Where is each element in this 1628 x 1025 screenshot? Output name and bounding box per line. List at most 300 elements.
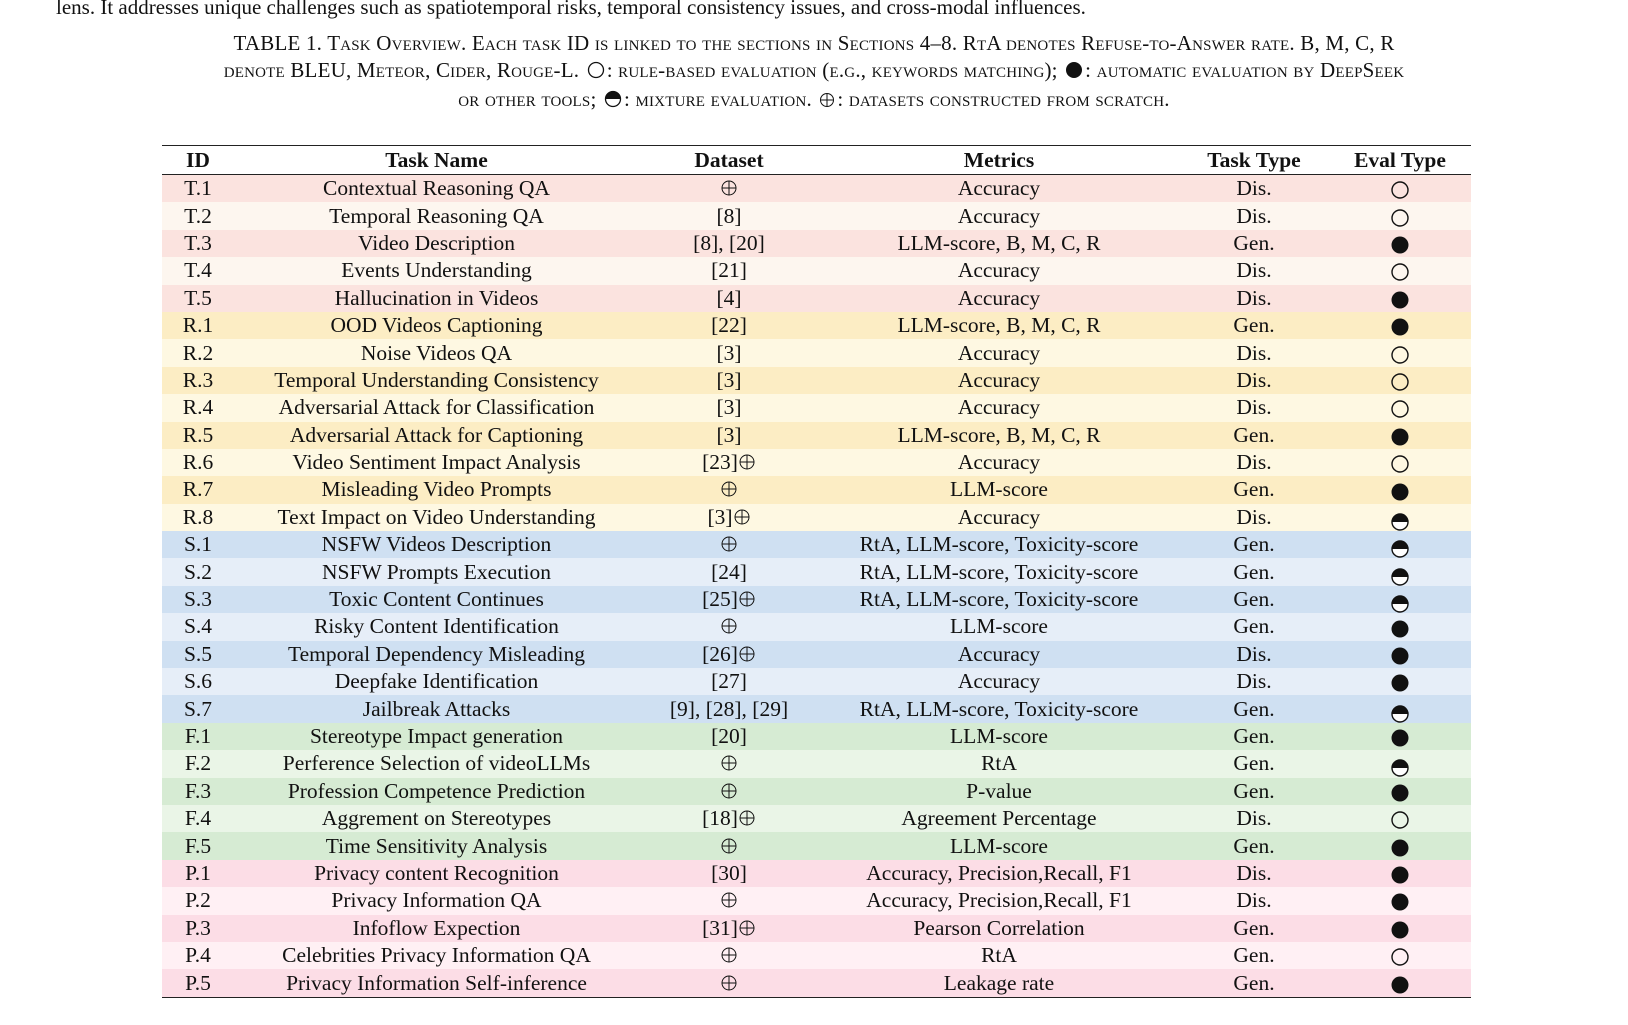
cell-id: F.4 [184, 806, 212, 831]
cell-dataset [639, 558, 819, 585]
dataset-ref: [27] [711, 669, 747, 694]
rule-eval-icon [1390, 399, 1410, 419]
cell-eval-type [1329, 202, 1471, 229]
cell-task-name: Temporal Reasoning QA [329, 203, 544, 228]
caption-line-3 [40, 86, 1588, 115]
cell-task-type: Dis. [1236, 395, 1272, 420]
mixture-eval-icon [1390, 509, 1410, 529]
cell-metrics: LLM-score, B, M, C, R [897, 422, 1101, 447]
cell-metrics: LLM-score [950, 614, 1048, 639]
rule-eval-icon [1390, 372, 1410, 392]
table-row [162, 531, 1471, 558]
cell-task-type: Gen. [1233, 477, 1275, 502]
rule-eval-icon [1390, 454, 1410, 474]
cell-metrics: Accuracy, Precision,Recall, F1 [866, 860, 1132, 885]
cell-metrics: Accuracy [957, 669, 1041, 694]
table-caption [40, 30, 1588, 115]
task-overview-table-wrap [162, 145, 1471, 998]
cell-task-type: Gen. [1233, 778, 1275, 803]
cell-task-type: Dis. [1236, 340, 1272, 365]
cell-eval-type [1329, 312, 1471, 339]
cell-dataset [639, 613, 819, 640]
cell-task-name: Contextual Reasoning QA [323, 176, 550, 201]
cell-dataset [639, 257, 819, 284]
rule-eval-icon [1390, 345, 1410, 365]
cell-task-name: Infoflow Expection [352, 915, 521, 940]
dataset-ref: [9], [28], [29] [669, 696, 789, 721]
cell-id: S.4 [183, 614, 213, 639]
mixture-eval-icon [1390, 536, 1410, 556]
cell-eval-type [1329, 367, 1471, 394]
scratch-dataset-icon [819, 88, 835, 115]
cell-task-type: Gen. [1233, 559, 1275, 584]
cell-task-type: Dis. [1236, 669, 1272, 694]
cell-id: R.6 [182, 450, 214, 475]
cell-metrics: Accuracy [957, 504, 1041, 529]
mixture-eval-icon [1390, 701, 1410, 721]
dataset-ref: [18] [702, 806, 738, 831]
table-row [162, 285, 1471, 312]
cell-id: F.1 [184, 724, 212, 748]
dataset-ref: [4] [716, 285, 742, 310]
cell-eval-type [1329, 613, 1471, 640]
header-task-name: Task Name [234, 146, 639, 175]
cell-eval-type [1329, 504, 1471, 531]
cell-id: R.5 [182, 422, 214, 447]
cell-eval-type [1329, 969, 1471, 997]
cell-task-type: Dis. [1236, 504, 1272, 529]
cell-task-name: Video Description [358, 230, 515, 255]
cell-task-type: Gen. [1233, 833, 1275, 858]
dataset-ref: [3] [716, 395, 742, 420]
dataset-ref: [30] [711, 860, 747, 885]
cell-dataset [639, 449, 819, 476]
cell-id: S.2 [183, 559, 213, 584]
table-row [162, 887, 1471, 914]
cell-task-type: Gen. [1233, 724, 1275, 748]
table-row [162, 230, 1471, 257]
cell-dataset [639, 860, 819, 887]
header-metrics: Metrics [819, 146, 1179, 175]
cell-task-name: Jailbreak Attacks [362, 696, 511, 721]
mixture-eval-icon [1390, 591, 1410, 611]
auto-eval-icon [1390, 728, 1410, 748]
cell-id: S.5 [183, 641, 213, 666]
table-row [162, 613, 1471, 640]
cell-metrics: Accuracy [957, 176, 1041, 201]
rule-eval-icon [1390, 947, 1410, 967]
cell-eval-type [1329, 832, 1471, 859]
scratch-dataset-icon [720, 945, 738, 963]
cell-id: R.4 [182, 395, 214, 420]
cell-metrics: Accuracy [957, 367, 1041, 392]
cell-task-type: Gen. [1233, 422, 1275, 447]
cell-dataset [639, 832, 819, 859]
cell-task-type: Dis. [1236, 258, 1272, 283]
cell-dataset [639, 723, 819, 750]
dataset-ref: [3] [707, 504, 733, 529]
cell-id: F.2 [184, 751, 212, 776]
cell-task-name: Privacy content Recognition [314, 860, 559, 885]
cell-eval-type [1329, 668, 1471, 695]
auto-eval-icon [1390, 892, 1410, 912]
cell-task-name: Toxic Content Continues [329, 587, 544, 612]
cell-eval-type [1329, 887, 1471, 914]
cell-task-type: Dis. [1236, 806, 1272, 831]
cell-task-name: Stereotype Impact generation [309, 724, 564, 748]
cell-id: F.5 [184, 833, 212, 858]
cell-id: T.4 [184, 258, 212, 283]
cell-metrics: RtA, LLM-score, Toxicity-score [859, 559, 1139, 584]
cell-metrics: RtA, LLM-score, Toxicity-score [859, 587, 1139, 612]
table-row [162, 257, 1471, 284]
cell-dataset [639, 531, 819, 558]
auto-eval-icon [1390, 920, 1410, 940]
scratch-dataset-icon [720, 534, 738, 552]
auto-eval-icon [1390, 427, 1410, 447]
cell-task-type: Dis. [1236, 176, 1272, 201]
header-task-type: Task Type [1179, 146, 1329, 175]
table-row [162, 805, 1471, 832]
cell-metrics: Pearson Correlation [913, 915, 1085, 940]
cell-eval-type [1329, 695, 1471, 722]
cell-dataset [639, 367, 819, 394]
header-eval-type: Eval Type [1329, 146, 1471, 175]
cell-id: P.3 [185, 915, 211, 940]
cell-task-name: OOD Videos Captioning [330, 313, 543, 338]
cell-task-name: Noise Videos QA [360, 340, 513, 365]
table-row [162, 504, 1471, 531]
cell-eval-type [1329, 778, 1471, 805]
caption-text-2a: denote BLEU, Meteor, Cider, Rouge-L. [223, 58, 580, 82]
header-id: ID [162, 146, 234, 175]
cell-task-name: Profession Competence Prediction [287, 778, 586, 803]
cell-task-type: Gen. [1233, 751, 1275, 776]
cell-task-name: Temporal Understanding Consistency [274, 367, 599, 392]
cell-id: T.3 [184, 230, 212, 255]
cell-task-name: Temporal Dependency Misleading [287, 641, 585, 666]
auto-eval-icon [1390, 482, 1410, 502]
table-row [162, 476, 1471, 503]
cell-metrics: LLM-score, B, M, C, R [897, 230, 1101, 255]
cell-dataset [639, 285, 819, 312]
scratch-dataset-icon [720, 753, 738, 771]
cell-task-name: Events Understanding [341, 258, 532, 283]
cell-task-name: NSFW Prompts Execution [322, 559, 551, 584]
dataset-ref: [25] [702, 587, 738, 612]
cell-task-name: Privacy Information QA [331, 888, 542, 913]
cell-id: T.1 [184, 176, 212, 201]
cell-id: T.5 [184, 285, 212, 310]
cell-task-type: Dis. [1236, 450, 1272, 475]
dataset-ref: [3] [716, 422, 742, 447]
dataset-ref: [21] [711, 258, 747, 283]
cell-eval-type [1329, 476, 1471, 503]
table-body [162, 175, 1471, 998]
scratch-dataset-icon [738, 644, 756, 662]
cell-eval-type [1329, 723, 1471, 750]
cell-metrics: RtA [981, 751, 1017, 776]
cell-metrics: P-value [966, 778, 1032, 803]
cell-metrics: LLM-score [950, 477, 1048, 502]
cell-metrics: Accuracy, Precision,Recall, F1 [866, 888, 1132, 913]
dataset-ref: [20] [711, 724, 747, 748]
cell-id: R.7 [182, 477, 214, 502]
cell-task-type: Dis. [1236, 860, 1272, 885]
cell-metrics: LLM-score [950, 833, 1048, 858]
cell-task-type: Gen. [1233, 587, 1275, 612]
caption-line-2 [40, 57, 1588, 86]
cell-id: S.7 [183, 696, 213, 721]
scratch-dataset-icon [733, 507, 751, 525]
cell-eval-type [1329, 558, 1471, 585]
cell-task-name: Risky Content Identification [314, 614, 559, 639]
scratch-dataset-icon [720, 781, 738, 799]
rule-eval-icon [1390, 262, 1410, 282]
table-row [162, 915, 1471, 942]
dataset-ref: [23] [702, 450, 738, 475]
scratch-dataset-icon [720, 616, 738, 634]
caption-text-1: TABLE 1. Task Overview. Each task ID is linked to the sections in Sections 4–8. RtA denotes Refuse-to-Answer rate. B, M, C, R [233, 31, 1395, 55]
cell-metrics: Accuracy [957, 641, 1041, 666]
cell-eval-type [1329, 175, 1471, 203]
auto-eval-icon [1065, 59, 1083, 86]
cell-dataset [639, 668, 819, 695]
cell-dataset [639, 422, 819, 449]
table-row [162, 175, 1471, 203]
cell-dataset [639, 202, 819, 229]
cell-task-name: Perference Selection of videoLLMs [282, 751, 591, 776]
cell-eval-type [1329, 422, 1471, 449]
cell-metrics: RtA, LLM-score, Toxicity-score [859, 696, 1139, 721]
cell-dataset [639, 476, 819, 503]
scratch-dataset-icon [738, 589, 756, 607]
cell-dataset [639, 175, 819, 203]
cell-eval-type [1329, 257, 1471, 284]
cell-id: P.1 [185, 860, 211, 885]
cell-task-name: Adversarial Attack for Classification [278, 395, 595, 420]
dataset-ref: [8] [716, 203, 742, 228]
table-row [162, 668, 1471, 695]
cell-dataset [639, 750, 819, 777]
cell-task-name: Text Impact on Video Understanding [277, 504, 596, 529]
mixture-eval-icon [604, 88, 622, 115]
scratch-dataset-icon [738, 918, 756, 936]
auto-eval-icon [1390, 619, 1410, 639]
cell-eval-type [1329, 860, 1471, 887]
cell-dataset [639, 805, 819, 832]
table-row [162, 586, 1471, 613]
cell-eval-type [1329, 805, 1471, 832]
scratch-dataset-icon [738, 808, 756, 826]
cell-task-name: NSFW Videos Description [321, 532, 552, 557]
cell-task-name: Video Sentiment Impact Analysis [292, 450, 581, 475]
table-row [162, 449, 1471, 476]
cell-eval-type [1329, 394, 1471, 421]
rule-eval-icon [1390, 810, 1410, 830]
dataset-ref: [31] [702, 915, 738, 940]
dataset-ref: [22] [711, 313, 747, 338]
table-row [162, 312, 1471, 339]
cell-dataset [639, 230, 819, 257]
auto-eval-icon [1390, 865, 1410, 885]
cell-metrics: Accuracy [957, 395, 1041, 420]
table-row [162, 641, 1471, 668]
scratch-dataset-icon [720, 178, 738, 196]
table-row [162, 778, 1471, 805]
cell-metrics: RtA, LLM-score, Toxicity-score [859, 532, 1139, 557]
scratch-dataset-icon [720, 836, 738, 854]
table-row [162, 723, 1471, 750]
cell-metrics: Leakage rate [819, 969, 1179, 997]
table-header-row [162, 146, 1471, 175]
dataset-ref: [24] [711, 559, 747, 584]
cell-metrics: Accuracy [957, 285, 1041, 310]
cell-id: S.6 [183, 669, 213, 694]
caption-text-2b: : rule-based evaluation (e.g., keywords matching); [606, 58, 1058, 82]
cell-dataset [639, 695, 819, 722]
cell-eval-type [1329, 230, 1471, 257]
auto-eval-icon [1390, 290, 1410, 310]
cell-metrics: RtA [981, 943, 1017, 968]
cell-eval-type [1329, 449, 1471, 476]
cell-metrics: Agreement Percentage [901, 806, 1097, 831]
cell-task-name: Adversarial Attack for Captioning [289, 422, 584, 447]
table-row [162, 969, 1471, 997]
header-dataset: Dataset [639, 146, 819, 175]
cell-id: P.4 [185, 943, 211, 968]
dataset-ref: [26] [702, 641, 738, 666]
cell-metrics: Accuracy [957, 450, 1041, 475]
cell-metrics: Accuracy [957, 340, 1041, 365]
caption-text-3b: : mixture evaluation. [623, 87, 812, 111]
cell-eval-type [1329, 586, 1471, 613]
cell-metrics: LLM-score, B, M, C, R [897, 313, 1101, 338]
cell-id: P.5 [162, 969, 234, 997]
table-row [162, 339, 1471, 366]
caption-text-3c: : datasets constructed from scratch. [837, 87, 1170, 111]
table-row [162, 942, 1471, 969]
cell-id: P.2 [185, 888, 211, 913]
cell-dataset [639, 586, 819, 613]
scratch-dataset-icon [720, 890, 738, 908]
auto-eval-icon [1390, 975, 1410, 995]
cell-dataset [639, 778, 819, 805]
cell-task-type: Dis. [1236, 367, 1272, 392]
cell-dataset [639, 312, 819, 339]
cell-task-type: Dis. [1236, 888, 1272, 913]
dataset-ref: [3] [716, 367, 742, 392]
cell-id: R.2 [182, 340, 214, 365]
table-row [162, 750, 1471, 777]
cell-task-name: Privacy Information Self-inference [234, 969, 639, 997]
cell-task-type: Dis. [1236, 203, 1272, 228]
cell-id: T.2 [184, 203, 212, 228]
caption-text-3a: or other tools; [458, 87, 597, 111]
cell-task-type: Gen. [1233, 532, 1275, 557]
auto-eval-icon [1390, 673, 1410, 693]
caption-line-1 [40, 30, 1588, 57]
cell-eval-type [1329, 641, 1471, 668]
cell-task-type: Gen. [1233, 696, 1275, 721]
intro-paragraph-line: lens. It addresses unique challenges such as spatiotemporal risks, temporal consistency issues, and cross-modal influences. [56, 0, 1086, 19]
dataset-ref: [3] [716, 340, 742, 365]
table-row [162, 367, 1471, 394]
mixture-eval-icon [1390, 755, 1410, 775]
scratch-dataset-icon [738, 452, 756, 470]
cell-eval-type [1329, 285, 1471, 312]
cell-dataset [639, 887, 819, 914]
cell-metrics: Accuracy [957, 258, 1041, 283]
cell-id: S.3 [183, 587, 213, 612]
caption-text-2c: : automatic evaluation by DeepSeek [1085, 58, 1405, 82]
cell-task-type: Gen. [1233, 915, 1275, 940]
cell-id: R.8 [182, 504, 214, 529]
cell-metrics: Accuracy [957, 203, 1041, 228]
auto-eval-icon [1390, 783, 1410, 803]
mixture-eval-icon [1390, 564, 1410, 584]
cell-dataset [639, 504, 819, 531]
cell-task-name: Misleading Video Prompts [321, 477, 552, 502]
cell-task-type: Dis. [1236, 641, 1272, 666]
cell-task-name: Deepfake Identification [334, 669, 539, 694]
cell-eval-type [1329, 942, 1471, 969]
cell-dataset [639, 339, 819, 366]
table-row [162, 860, 1471, 887]
table-row [162, 558, 1471, 585]
table-row [162, 695, 1471, 722]
cell-id: F.3 [184, 778, 212, 803]
cell-task-type: Gen. [1233, 313, 1275, 338]
scratch-dataset-icon [720, 479, 738, 497]
cell-task-name: Celebrities Privacy Information QA [282, 943, 591, 968]
rule-eval-icon [587, 59, 605, 86]
task-overview-table [162, 145, 1471, 998]
cell-task-name: Aggrement on Stereotypes [321, 806, 552, 831]
auto-eval-icon [1390, 235, 1410, 255]
cell-task-type: Gen. [1233, 943, 1275, 968]
auto-eval-icon [1390, 838, 1410, 858]
cell-task-type: Gen. [1233, 230, 1275, 255]
cell-task-type: Gen. [1179, 969, 1329, 997]
table-row [162, 202, 1471, 229]
cell-dataset [639, 641, 819, 668]
cell-eval-type [1329, 915, 1471, 942]
cell-dataset [639, 915, 819, 942]
auto-eval-icon [1390, 317, 1410, 337]
dataset-ref: [8], [20] [693, 230, 765, 255]
cell-id: S.1 [183, 532, 213, 557]
rule-eval-icon [1390, 208, 1410, 228]
scratch-dataset-icon [720, 973, 738, 991]
auto-eval-icon [1390, 646, 1410, 666]
cell-eval-type [1329, 531, 1471, 558]
cell-task-name: Hallucination in Videos [334, 285, 539, 310]
cell-dataset [639, 394, 819, 421]
table-row [162, 832, 1471, 859]
cell-metrics: LLM-score [950, 724, 1048, 748]
cell-eval-type [1329, 339, 1471, 366]
cell-task-type: Gen. [1233, 614, 1275, 639]
cell-task-name: Time Sensitivity Analysis [325, 833, 548, 858]
table-row [162, 422, 1471, 449]
cell-dataset [639, 942, 819, 969]
cell-id: R.3 [182, 367, 214, 392]
cell-eval-type [1329, 750, 1471, 777]
rule-eval-icon [1390, 180, 1410, 200]
cell-id: R.1 [182, 313, 214, 338]
cell-dataset [639, 969, 819, 997]
